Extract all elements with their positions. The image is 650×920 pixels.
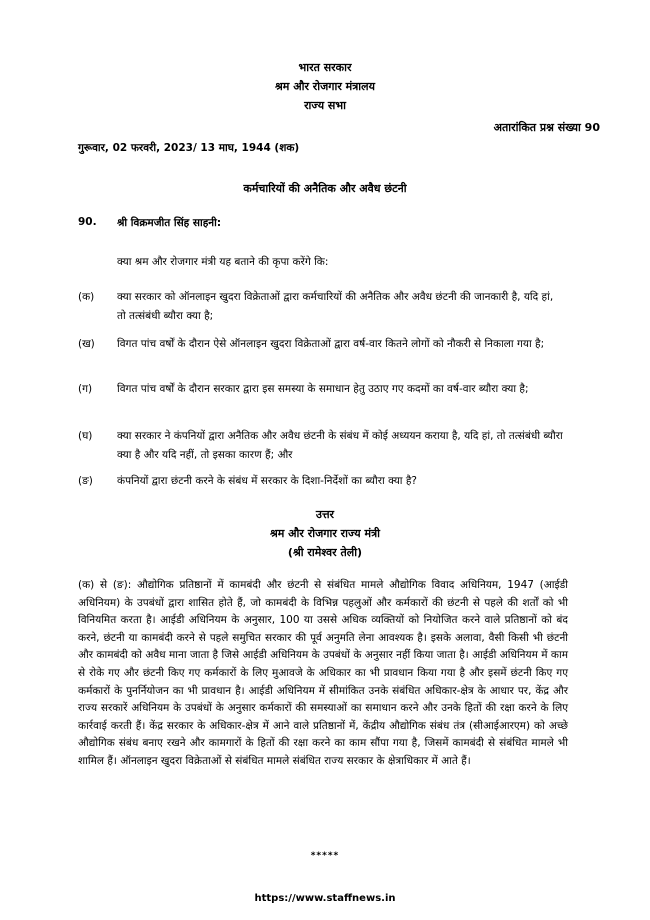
minister-name: (श्री रामेश्वर तेली) — [287, 546, 363, 559]
ministry-heading: श्रम और रोजगार मंत्रालय — [275, 80, 375, 93]
part-text: क्या सरकार ने कंपनियों द्वारा अनैतिक और अवैध छंटनी के संबंध में कोई अध्ययन कराया है, यदि हां, तो तत्संबंधी ब्यौरा क्या है और यदि नहीं, तो इसका कारण हैं; और — [117, 430, 563, 461]
date-line: गुरूवार, 02 फरवरी, 2023/ 13 माघ, 1944 (शक) — [78, 142, 300, 154]
part-text: क्या सरकार को ऑनलाइन खुदरा विक्रेताओं द्वारा कर्मचारियों की अनैतिक और अवैध छंटनी की जानकारी है, यदि हां, तो तत्संबंधी ब्यौरा क्या है; — [117, 291, 554, 322]
footer-url[interactable]: https://www.staffnews.in — [254, 893, 396, 904]
part-label: (क) — [78, 291, 95, 303]
end-mark: ***** — [310, 851, 340, 861]
part-text: कंपनियों द्वारा छंटनी करने के संबंध में सरकार के दिशा-निर्देशों का ब्यौरा क्या है? — [117, 475, 417, 487]
question-number: 90. — [78, 216, 97, 228]
answer-body: (क) से (ङ): औद्योगिक प्रतिष्ठानों में कामबंदी और छंटनी से संबंधित मामले औद्योगिक विवाद अधिनियम, 1947 (आईडी अधिनियम) के उपबंधों द्वारा शासित होते हैं, जो कामबंदी के विभिन्न पहलुओं और कर्मकारों की छंटनी से पहले की शर्तों को भी विनियमित करता है। आईडी अधिनियम के अनुसार, 100 या उससे अधिक व्यक्तियों को नियोजित करने वाले प्रतिष्ठानों को बंद करने, छंटनी या कामबंदी करने से पहले समुचित सरकार की पूर्व अनुमति लेना आवश्यक है। इसके अलावा, वैसी किसी भी छंटनी और कामबंदी को अवैध माना जाता है जिसे आईडी अधिनियम के उपबंधों के अनुसार नहीं किया जाता है। आईडी अधिनियम में काम से रोके गए और छंटनी किए गए कर्मकारों के लिए मुआवजे के अधिकार का भी प्रावधान किया गया है और इसमें छंटनी किए गए कर्मकारों के पुनर्नियोजन का भी प्रावधान है। आईडी अधिनियम में सीमांकित उनके संबंधित अधिकार-क्षेत्र के आधार पर, केंद्र और राज्य सरकारें अधिनियम के उपबंधों के अनुसार कर्मकारों की समस्याओं का समाधान करने और उनके हितों की रक्षा करने के लिए कार्रवाई करती हैं। केंद्र सरकार के अधिकार-क्षेत्र में आने वाले प्रतिष्ठानों में, केंद्रीय औद्योगिक संबंध तंत्र (सीआईआरएम) को अच्छे औद्योगिक संबंध बनाए रखने और कामगारों के हितों की रक्षा करने का काम सौंपा गया है, जिसमें कामबंदी से संबंधित मामले भी शामिल हैं। ऑनलाइन खुदरा विक्रेताओं से संबंधित मामले संबंधित राज्य सरकार के क्षेत्राधिकार में आते हैं। — [78, 579, 568, 767]
minister-title: श्रम और रोजगार राज्य मंत्री — [269, 527, 380, 540]
part-text: विगत पांच वर्षों के दौरान ऐसे ऑनलाइन खुदरा विक्रेताओं द्वारा वर्ष-वार कितने लोगों को नौकरी से निकाला गया है; — [117, 338, 545, 350]
part-label: (घ) — [78, 430, 93, 442]
answer-heading: उत्तर — [315, 508, 335, 521]
part-label: (ग) — [78, 383, 93, 395]
part-label: (ख) — [78, 338, 95, 350]
govt-heading: भारत सरकार — [298, 61, 352, 74]
part-label: (ङ) — [78, 475, 93, 487]
house-heading: राज्य सभा — [304, 99, 346, 112]
question-intro: क्या श्रम और रोजगार मंत्री यह बताने की कृपा करेंगे कि: — [117, 256, 329, 268]
member-name: श्री विक्रमजीत सिंह साहनी: — [117, 217, 222, 229]
part-text: विगत पांच वर्षों के दौरान सरकार द्वारा इस समस्या के समाधान हेतु उठाए गए कदमों का वर्ष-वार ब्यौरा क्या है; — [117, 383, 529, 395]
question-type: अतारांकित प्रश्न संख्या 90 — [493, 121, 600, 134]
subject-title: कर्मचारियों की अनैतिक और अवैध छंटनी — [243, 182, 407, 195]
